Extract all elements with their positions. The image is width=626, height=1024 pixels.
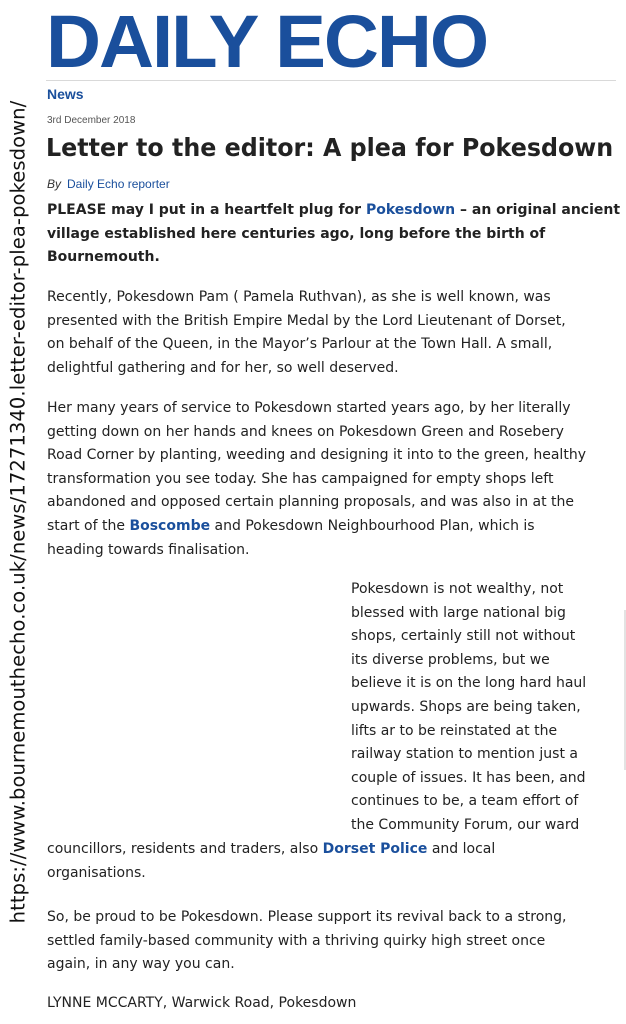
author-link[interactable]: Daily Echo reporter — [67, 177, 170, 191]
p4-line: again, in any way you can. — [47, 956, 235, 973]
p4-line: So, be proud to be Pokesdown. Please support its revival back to a strong, — [47, 909, 567, 925]
lead-line-1 — [47, 199, 621, 223]
p3-line: believe it is on the long hard haul — [351, 675, 587, 692]
daily-echo-logo[interactable]: DAILY ECHO — [46, 0, 488, 83]
p2-line: abandoned and opposed certain planning proposals, and was also in at the — [47, 494, 575, 511]
lead-line-3: Bournemouth. — [47, 249, 160, 266]
masthead — [46, 0, 616, 83]
p4-line: settled family-based community with a thriving quirky high street once — [47, 932, 546, 949]
p3-line: railway station to mention just a — [351, 746, 578, 763]
dorset-police-link[interactable]: Dorset Police — [322, 841, 428, 857]
p2-line: transformation you see today. She has campaigned for empty shops left — [47, 470, 554, 487]
advert-slot — [47, 580, 337, 830]
p3-line: lifts ar to be reinstated at the — [351, 722, 558, 739]
paragraph-3-full — [47, 838, 607, 885]
p2-line: getting down on her hands and knees on Pokesdown Green and Rosebery — [47, 423, 564, 440]
byline-prefix: By — [47, 177, 62, 191]
paragraph-3-column — [351, 578, 611, 838]
byline — [47, 177, 170, 191]
pokesdown-link[interactable]: Pokesdown — [365, 202, 456, 218]
p3-line: Pokesdown is not wealthy, not — [351, 581, 564, 597]
p2-text-6b: and Pokesdown Neighbourhood Plan, which is — [210, 517, 535, 534]
lead-line-2: village established here centuries ago, long before the birth of — [47, 225, 546, 242]
section-link-news[interactable]: News — [47, 86, 84, 102]
p3-line: shops, certainly still not without — [351, 628, 576, 645]
paragraph-2 — [47, 397, 607, 562]
p2-line — [47, 515, 607, 539]
source-url: https://www.bournemouthecho.co.uk/news/17271340.letter-editor-plea-pokesdown/ — [6, 100, 30, 924]
lead-text-1a: PLEASE may I put in a heartfelt plug for — [47, 202, 366, 218]
url-sidebar — [0, 0, 36, 1024]
paragraph-4 — [47, 906, 607, 977]
p3-line: blessed with large national big — [351, 604, 566, 621]
p1-line: delightful gathering and for her, so well deserved. — [47, 359, 399, 376]
p1-line: presented with the British Empire Medal by the Lord Lieutenant of Dorset, — [47, 312, 566, 329]
paragraph-1 — [47, 286, 607, 380]
p3-text-a: councillors, residents and traders, also — [47, 841, 323, 857]
p3-line — [47, 838, 607, 862]
p2-text-6a: start of the — [47, 517, 130, 534]
p3-line: its diverse problems, but we — [351, 651, 550, 668]
publish-date: 3rd December 2018 — [47, 115, 136, 126]
p3-line: upwards. Shops are being taken, — [351, 698, 581, 715]
lead-paragraph — [47, 199, 621, 270]
p3-line: organisations. — [47, 864, 146, 881]
lead-text-1b: – an original ancient — [455, 202, 621, 218]
p3-line: couple of issues. It has been, and — [351, 769, 586, 786]
p2-line: Road Corner by planting, weeding and designing it into to the green, healthy — [47, 447, 586, 464]
letter-signoff: LYNNE MCCARTY, Warwick Road, Pokesdown — [47, 995, 357, 1011]
p2-line: heading towards finalisation. — [47, 541, 250, 558]
p1-line: on behalf of the Queen, in the Mayor’s Parlour at the Town Hall. A small, — [47, 336, 553, 353]
p3-line: continues to be, a team effort of — [351, 793, 579, 810]
p2-line: Her many years of service to Pokesdown started years ago, by her literally — [47, 400, 571, 416]
boscombe-link[interactable]: Boscombe — [129, 517, 211, 534]
p3-text-b: and local — [427, 841, 496, 857]
article-page — [36, 0, 626, 1024]
p3-line: the Community Forum, our ward — [351, 816, 580, 833]
p1-line: Recently, Pokesdown Pam ( Pamela Ruthvan), as she is well known, was — [47, 289, 551, 305]
article-headline: Letter to the editor: A plea for Pokesdown — [46, 133, 614, 162]
